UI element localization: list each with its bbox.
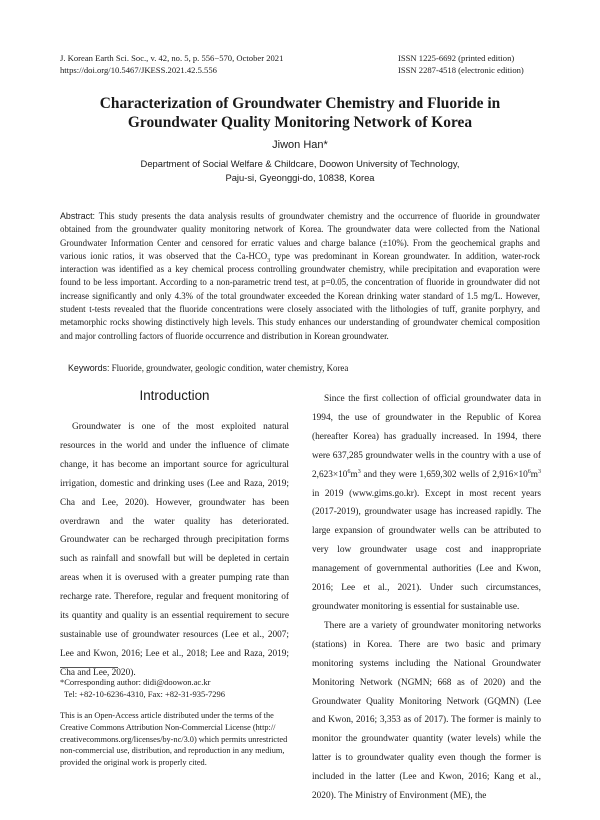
para2-text-b: m — [350, 469, 358, 480]
para2-sup-4: 3 — [538, 468, 541, 475]
keywords-text: Fluoride, groundwater, geologic condition, water chemistry, Korea — [111, 363, 349, 373]
keywords — [68, 362, 540, 375]
title-line-1: Characterization of Groundwater Chemistry and Fluoride in — [99, 95, 501, 112]
abstract — [60, 210, 540, 343]
para2-sup-2: 3 — [357, 468, 361, 475]
intro-paragraph-2 — [312, 390, 541, 617]
doi-link[interactable]: https://doi.org/10.5467/JKESS.2021.42.5.556 — [60, 65, 217, 75]
abstract-text-1: This study presents the data analysis results of groundwater chemistry and the occurrence of fluoride in groundwater obtained from the groundwater quality monitoring network of Korea. The groundwater data were collected from the National Groundwater Information Center and censored for erratic values and charge balance (±10%). From the geochemical graphs and various ionic ratios, it was observed that the Ca-HCO — [60, 211, 540, 261]
issn-electronic: ISSN 2287-4518 (electronic edition) — [398, 65, 524, 75]
para2-text-a: Since the first collection of official groundwater data in 1994, the use of groundwater in the Republic of Korea (hereafter Korea) has gradually increased. In 1994, there were 637,285 groundwater wells in the country with a use of 2,623×10 — [312, 394, 541, 480]
keywords-label: Keywords: — [68, 363, 110, 373]
para2-sup-1: 6 — [347, 468, 351, 475]
intro-paragraph-1: Groundwater is one of the most exploited natural resources in the world and under the influence of climate change, it has become an important source for agricultural irrigation, domestic and drinking uses (Lee and Raza, 2019; Cha and Lee, 2020). However, groundwater has been overdrawn and the water quality has deteriorated. Groundwater can be recharged through precipitation forms such as rainfall and snowfall but will be depleted in certain areas when it is overused with a greater pumping rate than recharge rate. Therefore, regular and frequent monitoring of its quantity and quality is an essential requirement to secure sustainable use of groundwater resources (Lee et al., 2007; Lee and Kwon, 2016; Lee et al., 2018; Lee and Raza, 2019; Cha and Lee, 2020). — [60, 422, 289, 678]
license-note: This is an Open-Access article distributed under the terms of the Creative Commons Attribution Non-Commercial License (http:// creativecommons.org/licenses/by-nc/3.0) which permits unrestricted non-commercial use, distribution, and reproduction in any medium, provided the original work is properly cited. — [60, 711, 288, 768]
para2-text-c: and they were 1,659,302 wells of 2,916×10 — [360, 469, 528, 480]
para2-text-d: m — [530, 469, 538, 480]
footnote-contact — [60, 676, 289, 700]
para2-sup-3: 6 — [527, 468, 531, 475]
abstract-subscript: 3 — [267, 257, 271, 264]
abstract-label: Abstract: — [60, 211, 96, 221]
left-column — [60, 418, 289, 683]
section-heading-introduction: Introduction — [139, 388, 210, 403]
journal-citation: J. Korean Earth Sci. Soc., v. 42, no. 5, p. 556−570, October 2021 — [60, 53, 284, 63]
affiliation — [60, 157, 540, 185]
corresponding-author: *Corresponding author: didi@doowon.ac.kr — [60, 677, 211, 687]
contact-phone: Tel: +82-10-6236-4310, Fax: +82-31-935-7296 — [64, 689, 226, 699]
intro-paragraph-3: There are a variety of groundwater monitoring networks (stations) in Korea. There are two basic and primary monitoring systems including the National Groundwater Monitoring Network (NGMN; 668 as of 2020) and the Groundwater Quality Monitoring Network (GQMN) (Lee and Kwon, 2016; 3,353 as of 2017). The former is mainly to monitor the groundwater quantity (water levels) while the latter is to groundwater quality even though the former is included in the latter (Lee and Kwon, 2016; Kang et al., 2020). The Ministry of Environment (ME), the — [312, 620, 541, 802]
journal-header — [60, 52, 283, 76]
para2-text-e: in 2019 (www.gims.go.kr). Except in most recent years (2017-2019), groundwater usage has increased rapidly. The large expansion of groundwater wells can be attributed to very low groundwater usage cost and inappropriate management of governmental authorities (Lee and Kwon, 2016; Lee et al., 2021). Under such circumstances, groundwater monitoring is essential for sustainable use. — [312, 488, 541, 612]
title-line-2: Groundwater Quality Monitoring Network of Korea — [127, 114, 473, 131]
abstract-text-2: type was predominant in Korean groundwater. In addition, water-rock interaction was identified as a key chemical process controlling groundwater chemistry, while precipitation and evaporation were found to be less important. According to a non-parametric trend test, at p=0.05, the concentration of fluoride in groundwater did not increase significantly and only 4.3% of the total groundwater exceeded the Korean drinking water standard of 1.5 mg/L. However, student t-tests revealed that the fluoride concentrations were closely associated with the lithologies of tuff, granite porphyry, and metamorphic rocks showing distinctively high levels. This study enhances our understanding of groundwater chemical composition and major controlling factors of fluoride occurrence and distribution in Korean groundwater. — [60, 250, 540, 341]
affiliation-line-2: Paju-si, Gyeonggi-do, 10838, Korea — [225, 172, 375, 183]
affiliation-line-1: Department of Social Welfare & Childcare, Doowon University of Technology, — [140, 158, 460, 169]
author-name: Jiwon Han* — [272, 139, 328, 151]
paper-title — [40, 94, 560, 132]
right-column — [312, 390, 541, 806]
issn-block — [398, 52, 524, 76]
issn-print: ISSN 1225-6692 (printed edition) — [398, 53, 515, 63]
footnote-divider — [60, 667, 118, 668]
